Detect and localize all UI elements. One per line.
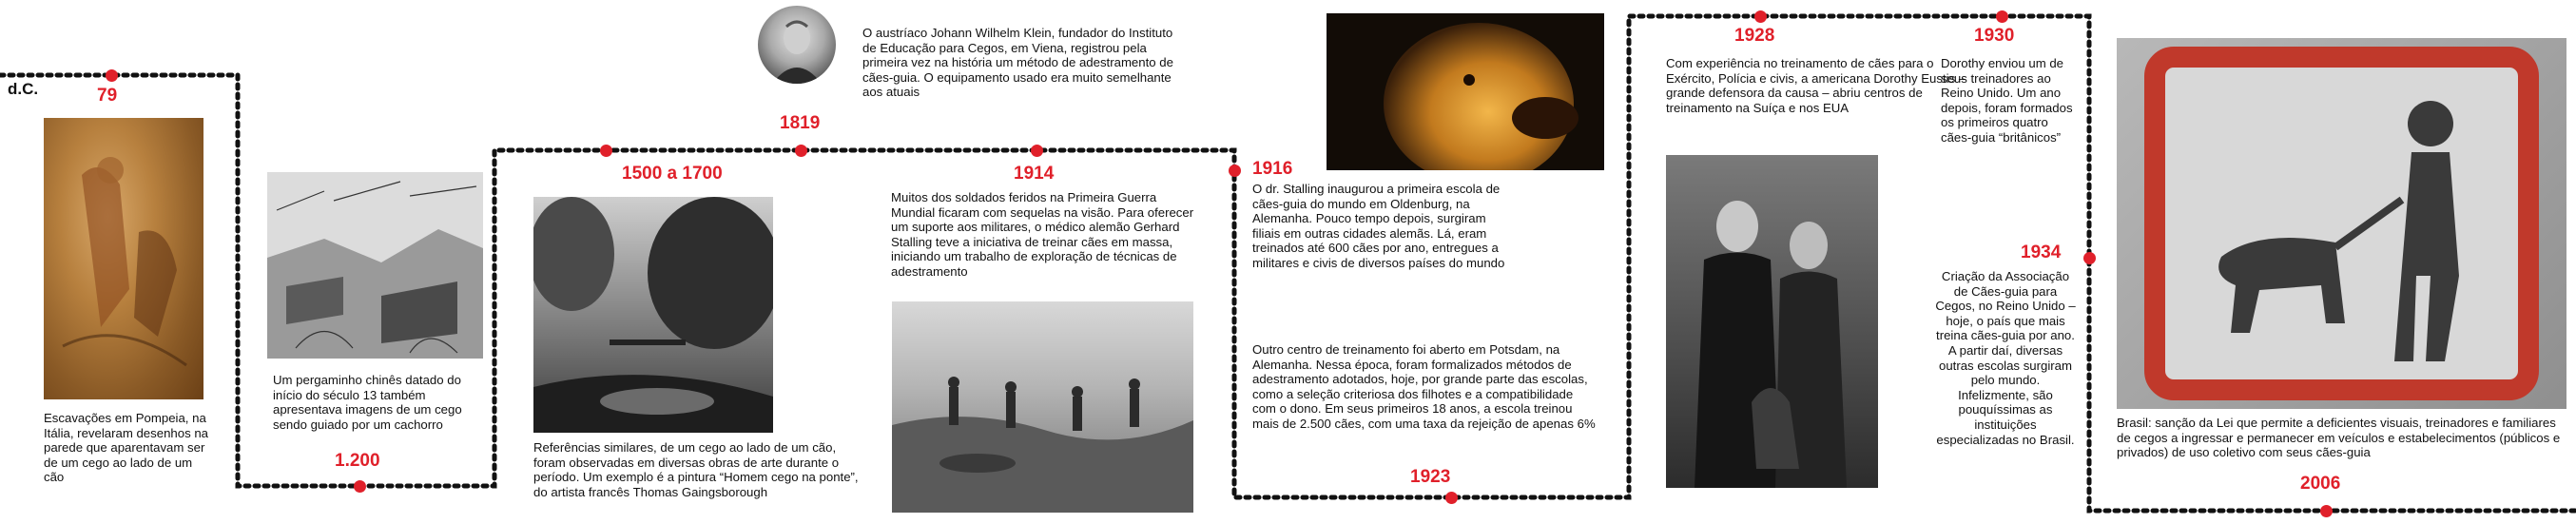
klein-portrait-image	[758, 6, 836, 84]
guide-dog-sign-image	[2117, 38, 2566, 409]
year-1914: 1914	[1014, 164, 1055, 184]
year-79: 79	[97, 86, 118, 106]
dorothy-eustis-photo	[1666, 155, 1878, 488]
year-1934: 1934	[2021, 243, 2062, 262]
event-1916-text: O dr. Stalling inaugurou a primeira escola de cães-guia do mundo em Oldenburg, na Alemanha. Pouco tempo depois, surgiram filiais em outras cidades alemãs. Lá, eram treinados até 600 cães por ano, entregues a militares e civis de diversos países do mundo	[1252, 182, 1505, 270]
event-1914-text: Muitos dos soldados feridos na Primeira Guerra Mundial ficaram com sequelas na visão. Para oferecer um suporte aos militares, o médico alemão Gerhard Stalling teve a iniciativa de treinar cães em massa, iniciando um trabalho de exploração de técnicas de adestramento	[891, 190, 1194, 279]
timeline-dot-1916	[1229, 165, 1241, 177]
event-1819-text: O austríaco Johann Wilhelm Klein, fundador do Instituto de Educação para Cegos, em Viena, registrou pela primeira vez na história um método de adestramento de cães-guia. O equipamento usado era muito semelhante aos atuais	[862, 26, 1173, 100]
year-1916: 1916	[1252, 159, 1293, 179]
scroll-illustration	[267, 172, 483, 359]
year-1819: 1819	[780, 113, 821, 133]
timeline-dot-1930	[1996, 10, 2008, 23]
timeline-dot-1914	[1031, 145, 1043, 157]
timeline-dot-1200	[354, 480, 366, 493]
timeline-dot-79	[106, 69, 118, 82]
portrait-figure	[758, 6, 836, 84]
year-1930: 1930	[1974, 26, 2015, 46]
event-2006-text: Brasil: sanção da Lei que permite a deficientes visuais, treinadores e familiares de cegos a ingressar e permanecer em veículos e estabelecimentos (públicos e privados) de uso coletivo com seus cães-guia	[2117, 416, 2561, 460]
timeline-dot-1500	[600, 145, 612, 157]
year-1500-1700: 1500 a 1700	[622, 164, 723, 184]
event-1200-text: Um pergaminho chinês datado do início do século 13 também apresentava imagens de um cego sendo guiado por um cachorro	[273, 373, 462, 432]
painting-scene	[533, 197, 773, 433]
ww1-soldiers-image	[892, 301, 1193, 513]
timeline-dot-1923	[1445, 492, 1458, 504]
year-2006: 2006	[2300, 474, 2341, 494]
golden-retriever-image	[1327, 13, 1604, 170]
couple-with-dog	[1666, 155, 1878, 488]
event-1500-text: Referências similares, de um cego ao lado de um cão, foram observadas em diversas obras de arte durante o período. Um exemplo é a pintura “Homem cego na ponte”, do artista francês Thomas Gaingsborough	[533, 440, 859, 499]
event-1934-text: Criação da Associação de Cães-guia para Cegos, no Reino Unido – hoje, o país que mais treina cães-guia por ano. A partir daí, diversas outras escolas surgiram pelo mundo. Infelizmente, são pouquíssimas as instituições especializadas no Brasil.	[1935, 269, 2076, 447]
pompeii-fresco-image	[44, 118, 203, 399]
fresco-figures	[44, 118, 203, 399]
year-1200: 1.200	[335, 451, 380, 471]
year-1928: 1928	[1734, 26, 1775, 46]
dog-portrait	[1327, 13, 1604, 170]
event-79-text: Escavações em Pompeia, na Itália, revelaram desenhos na parede que aparentavam ser de um cego ao lado de um cão	[44, 411, 209, 485]
gainsborough-painting-image	[533, 197, 773, 433]
era-label: d.C.	[8, 80, 39, 98]
timeline-dot-1934	[2083, 252, 2096, 264]
timeline-dot-1819	[795, 145, 807, 157]
year-1923: 1923	[1410, 467, 1451, 487]
soldiers-scene	[892, 301, 1193, 513]
event-1930-text: Dorothy enviou um de seus treinadores ao Reino Unido. Um ano depois, foram formados os primeiros quatro cães-guia “britânicos”	[1941, 56, 2073, 145]
sign-pictogram	[2117, 38, 2566, 409]
timeline-dot-2006	[2320, 505, 2333, 517]
event-1928-text: Com experiência no treinamento de cães para o Exército, Polícia e civis, a americana Dorothy Eustis – grande defensora da causa – abriu centros de treinamento na Suíça e nos EUA	[1666, 56, 1966, 115]
event-1923-text: Outro centro de treinamento foi aberto em Potsdam, na Alemanha. Nessa época, foram formalizados métodos de adestramento adotados, hoje, por grande parte das escolas, como a seleção criteriosa dos filhotes e a compatibilidade com o dono. Em seus primeiros 18 anos, a escola treinou mais de 2.500 cães, com uma taxa da rejeição de apenas 6%	[1252, 342, 1596, 431]
chinese-scroll-image	[267, 172, 483, 359]
timeline-dot-1928	[1754, 10, 1767, 23]
